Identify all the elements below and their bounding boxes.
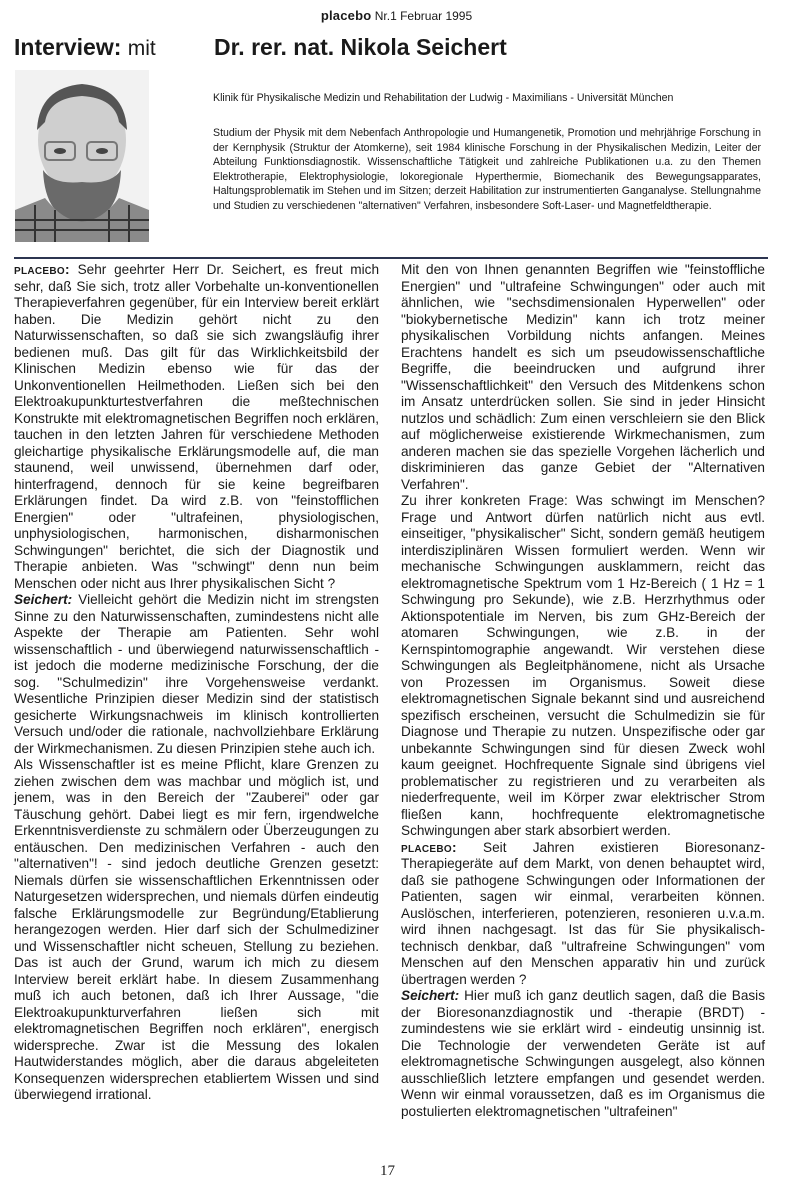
answer-1 [14,592,379,757]
interview-label: Interview: [14,34,122,60]
answer-1-paragraph-2: Als Wissenschaftler ist es meine Pflicht, klare Grenzen zu ziehen zwischen dem was machbar und möglich ist, und jenem, was in den Bereich der "Zauberei" oder gar Täuschung gehört. Dabei liegt es mir fern, irgendwelche Erkenntnisverdienste zu schmälern oder Überzeugungen zu entäuschen. Den medizinischen Verfahren - auch den "alternativen"! - sind jedoch deutliche Grenzen gesetzt: Niemals dürfen sie wissenschaftlichen Erkenntnissen oder Naturgesetzen widersprechen, und niemals dürfen eindeutig falsche Erklärungsmodelle zur Begründung/Etablierung herangezogen werden. Hier darf sich der Schulmediziner und Wissenschaftler nicht scheuen, Stellung zu beziehen. Das ist auch der Grund, warum ich mich zu diesem Interview bereit erklärt habe. In diesem Zusammenhang muß ich auch betonen, daß ich Ihrer Aussage, "die Elektroakupunkturverfahren ließen sich mit elektromagnetischen Begriffen noch erklären", energisch widerspreche. Zwar ist die Messung des lokalen Hautwiderstandes möglich, aber die daraus abgeleiteten Konsequenzen widersprechen etabliertem Wissen und sind überwiegend irrational. [14,757,379,1102]
question-1 [14,262,379,592]
question-text: Sehr geehrter Herr Dr. Seichert, es freut mich sehr, daß Sie sich, trotz aller Vorbehalte un-konventionellen Therapieverfahren gegenüber, für ein Interview bereit erklärt haben. Die Medizin gehört nicht zu den Naturwissenschaften, so daß sie sich zwangsläufig ihrer bedienen muß. Das gilt für das Wirklichkeitsbild der Klinischen Medizin ebenso wie für das der Unkonventionellen Heilmethoden. Ließen sich bei den Elektroakupunkturtestverfahren die meßtechnischen Konstrukte mit elektromagnetischen Begriffen noch erklären, tauchen in den letzten Jahren für verschiedene Methoden gleichartige physikalische Erklärungsmodelle auf, die man staunend, weil unwissend, übernehmen darf oder, hinterfragend, dennoch für sie keine begreifbaren Erklärungen findet. Da wird z.B. von "feinstofflichen Energien" oder "ultrafeinen, physiologischen, unphysiologischen, harmonischen, disharmonischen Schwingungen" berichtet, die sich der Diagnostik und Therapie anbieten. Was "schwingt" denn nun beim Menschen oder nicht aus Ihrer physikalischen Sicht ? [14,262,379,591]
interviewee-name: Dr. rer. nat. Nikola Seichert [214,34,507,60]
answer-text: Vielleicht gehört die Medizin nicht im strengsten Sinne zu den Naturwissenschaften, zumindestens nicht alle Aspekte der Therapie am Patienten. Sehr wohl wissenschaftlich - und überwiegend naturwissenschaftlich - ist jedoch die moderne medizinische Forschung, der die sog. "Schulmedizin" ihre Vorgehensweise verdankt. Wesentliche Prinzipien dieser Medizin sind der statistisch gesicherte Wirkungsnachweis im klinisch kontrollierten Versuch und/oder die rationale, nachvollziehbare Erklärung der Wirkmechanismen. Zu diesen Prinzipien stehe auch ich. [14,592,379,756]
masthead [0,8,793,23]
issue-date: Februar 1995 [400,9,473,23]
issue-number: Nr.1 [374,9,397,23]
speaker-seichert: Seichert: [14,592,73,607]
answer-text: Hier muß ich ganz deutlich sagen, daß die Basis der Bioresonanzdiagnostik und -therapie (BRDT) - zumindestens wie sie erklärt wird - eindeutig unsinnig ist. Die Technologie der verwendeten Geräte ist auf elektromagnetische Schwingungen ausgelegt, also können ausschließlich letztere empfangen und gesendet werden. Wenn wir einmal voraussetzen, daß es im Organismus die postulierten elektromagnetischen "ultrafeinen" [401,988,765,1119]
interview-mit: mit [127,37,156,60]
question-2 [401,840,765,989]
section-divider [14,257,768,259]
page-number: 17 [380,1163,395,1179]
magazine-brand: placebo [320,8,372,23]
answer-1-paragraph-4: Zu ihrer konkreten Frage: Was schwingt im Menschen? Frage und Antwort dürfen natürlich nicht aus evtl. einseitiger, "physikalischer" Sicht, sondern gemäß heutigem interdisziplinären Wissen formuliert werden. Wenn wir mechanische Schwingungen ausklammern, reicht das elektromagnetische Spektrum vom 1 Hz-Bereich ( 1 Hz = 1 Schwingung pro Sekunde), wie z.B. Herzrhythmus oder Aktionspotentiale im Nerven, bis zum GHz-Bereich der atomaren Schwingungen, wie z.B. in der Kernspintomographie angewandt. Wir verstehen diese Schwingungen als Begleitphänomene, nicht als Ursache von Prozessen im Organismus. Soweit diese elektromagnetischen Signale bekannt sind und ausreichend spezifisch erscheinen, versucht die Schulmedizin sie für Diagnose und Therapie zu nutzen. Unspezifische oder gar unbekannte Schwingungen sind für diesen Zweck wohl kaum geeignet. Hochfrequente Signale sind übrigens viel problematischer zu registrieren und zu verarbeiten als niederfrequente, weil im Körper zwar elektrischer Strom fließen kann, hochfrequente elektromagnetische Schwingungen aber stark absorbiert werden. [401,493,765,838]
affiliation: Klinik für Physikalische Medizin und Rehabilitation der Ludwig - Maximilians - Universität München [213,92,674,104]
question-text: Seit Jahren existieren Bioresonanz-Therapiegeräte auf dem Markt, von denen behauptet wird, daß sie pathogene Schwingungen oder Informationen der Patienten, sagen wir einmal, verarbeiten können. Auslöschen, interferieren, potenzieren, resonieren u.v.a.m. wird ihnen nachgesagt. Ist das für Sie physikalisch-technisch denkbar, daß "ultrafreine Schwingungen" vom Menschen auf den Menschen apparativ hin und zurück übertragen werden ? [401,839,765,987]
interview-heading [14,34,156,61]
portrait-photo [15,70,149,242]
speaker-seichert: Seichert: [401,988,460,1003]
biography: Studium der Physik mit dem Nebenfach Anthropologie und Humangenetik, Promotion und mehrjährige Forschung in der Kernphysik (Struktur der Atomkerne), seit 1984 klinische Forschung in der Physikalischen Medizin, Leiter der Abteilung Funktionsdiagnostik. Wissenschaftliche Tätigkeit und zahlreiche Publikationen u.a. zu den Themen Elektrotherapie, Elektrophysiologie, lokoregionale Hyperthermie, Biomechanik des Bewegungsapparates, Haltungsproblematik im Stehen und im Sitzen; derzeit Habilitation zur instrumentierten Ganganalyse. Stellungnahme und Studien zu verschiedenen "alternativen" Verfahren, insbesondere Soft-Laser- und Magnetfeldtherapie. [213,127,761,212]
portrait-image-icon [15,70,149,242]
speaker-placebo: placebo: [401,839,457,855]
speaker-placebo: placebo: [14,262,70,277]
column-right [401,262,765,1120]
answer-1-paragraph-3: Mit den von Ihnen genannten Begriffen wie "feinstoffliche Energien" und "ultrafeine Schwingungen" oder auch mit ähnlichen, wie "sechsdimensionalen Hyperwellen" oder "biokybernetische Medizin" kann ich trotz meiner physikalischen Vorbildung nichts anfangen. Meines Erachtens handelt es sich um pseudowissenschaftliche Begriffe, die beeindrucken und aufgrund ihrer "Wissenschaftlichkeit" den Versuch des Mitdenkens schon im Ansatz unterdrücken sollen. Sie sind in jeder Hinsicht nutzlos und schädlich: Zum einen verschleiern sie den Blick auf möglicherweise existierende Wirkmechanismen, zum anderen machen sie das spezielle Vorgehen lächerlich und diskriminieren das ganze Gebiet der "Alternativen Verfahren". [401,262,765,492]
answer-2 [401,988,765,1120]
column-left [14,262,379,1104]
